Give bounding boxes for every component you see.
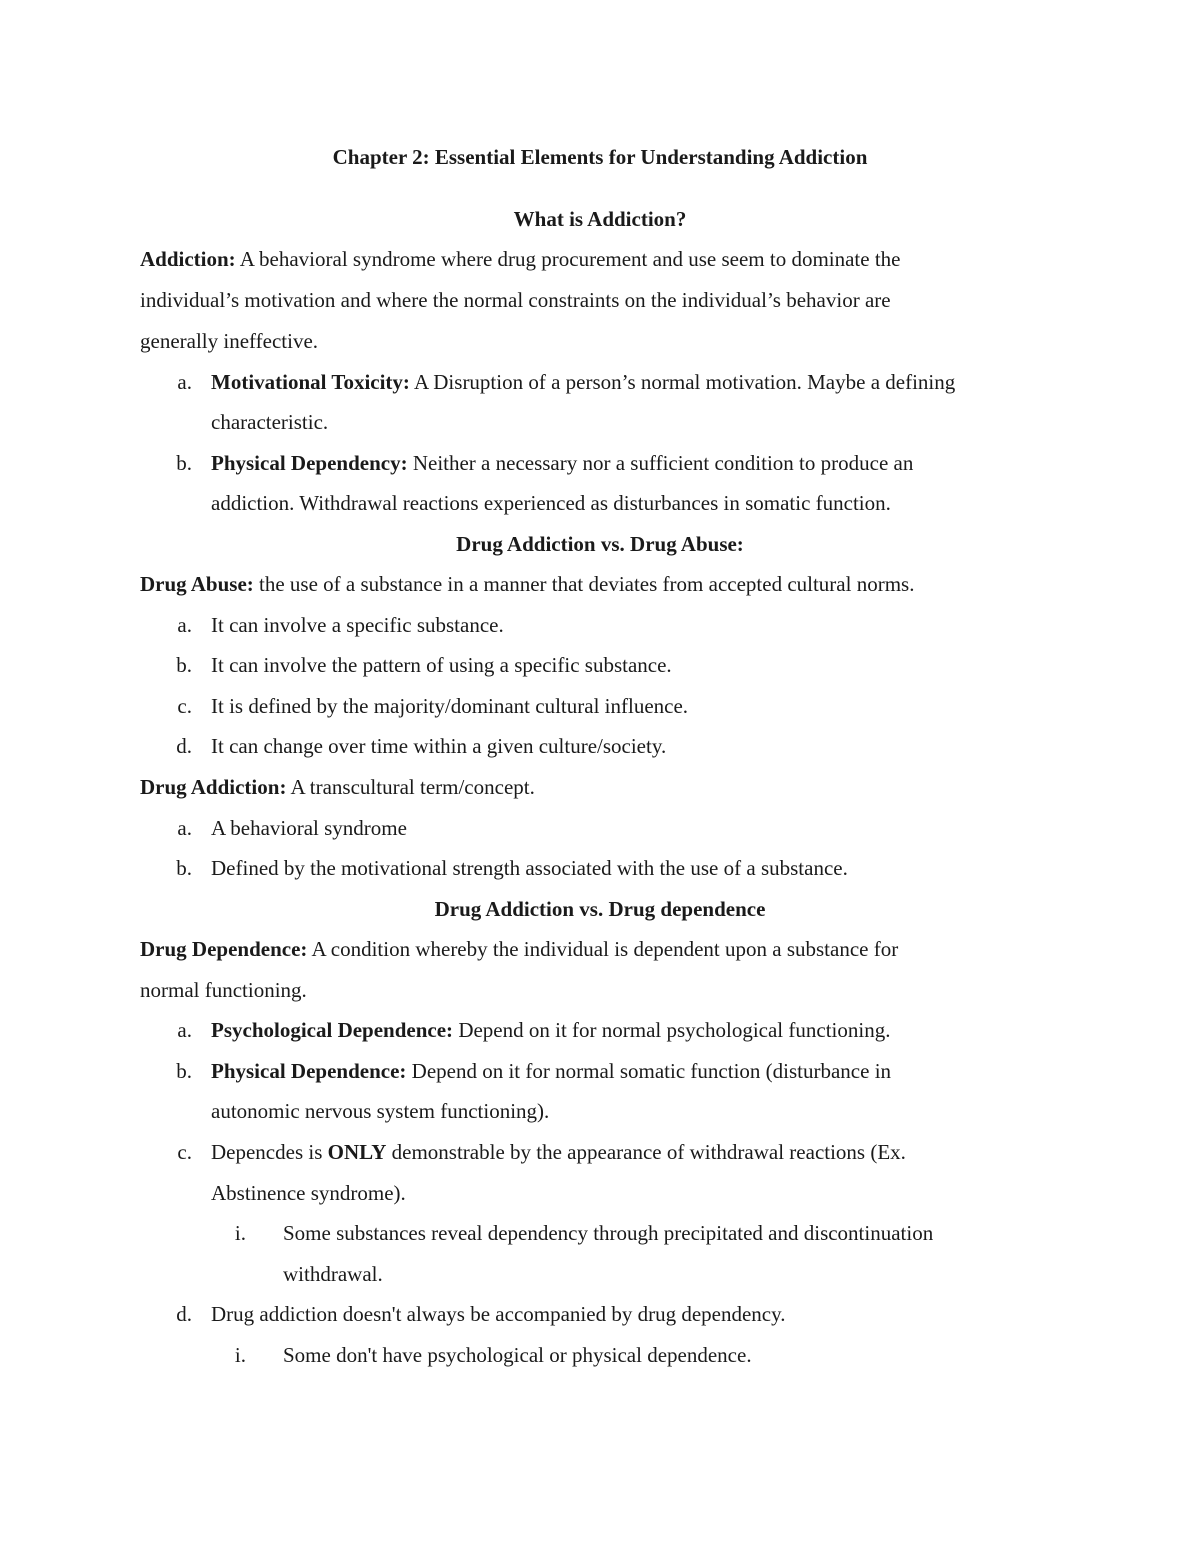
addiction-term: Addiction: (140, 247, 236, 271)
list-item-physical-dependency (211, 449, 913, 477)
section-heading-addiction-vs-dependence: Drug Addiction vs. Drug dependence (434, 897, 766, 921)
drug-addiction-def-text: A transcultural term/concept. (286, 775, 535, 799)
section-heading-addiction-vs-abuse: Drug Addiction vs. Drug Abuse: (456, 532, 744, 556)
sub-list-marker: i. (234, 1221, 246, 1245)
sub-list-item: Some don't have psychological or physical dependence. (283, 1343, 752, 1367)
list-item: It is defined by the majority/dominant cultural influence. (211, 694, 689, 718)
list-item-motivational-toxicity (211, 368, 955, 396)
addiction-definition-line2: individual’s motivation and where the normal constraints on the individual’s behavior are (140, 288, 891, 312)
addiction-definition-line1 (140, 245, 901, 273)
addiction-def-text1: A behavioral syndrome where drug procurement and use seem to dominate the (235, 247, 901, 271)
list-marker: b. (176, 451, 192, 475)
drug-addiction-term: Drug Addiction: (140, 775, 287, 799)
list-item: It can involve the pattern of using a specific substance. (211, 653, 672, 677)
page-title: Chapter 2: Essential Elements for Understanding Addiction (332, 145, 868, 169)
drug-dependence-term: Drug Dependence: (140, 937, 308, 961)
list-marker: b. (176, 856, 192, 880)
physical-dependency-text1: Neither a necessary nor a sufficient condition to produce an (407, 451, 914, 475)
physical-dependency-term: Physical Dependency: (211, 451, 408, 475)
dependence-only-bold: ONLY (327, 1140, 387, 1164)
dependence-only-pre: Depencdes is (211, 1140, 328, 1164)
drug-addiction-definition (140, 773, 535, 801)
psychological-dependence-text: Depend on it for normal psychological functioning. (453, 1018, 891, 1042)
motivational-toxicity-text1: A Disruption of a person’s normal motivation. Maybe a defining (409, 370, 956, 394)
list-marker: c. (177, 694, 192, 718)
motivational-toxicity-text2: characteristic. (211, 410, 329, 434)
list-marker: d. (176, 734, 192, 758)
dependence-only-post: demonstrable by the appearance of withdrawal reactions (Ex. (386, 1140, 906, 1164)
list-marker: a. (177, 816, 192, 840)
list-item: Defined by the motivational strength associated with the use of a substance. (211, 856, 848, 880)
list-marker: a. (177, 370, 192, 394)
physical-dependence-term: Physical Dependence: (211, 1059, 407, 1083)
psychological-dependence-term: Psychological Dependence: (211, 1018, 454, 1042)
sub-list-item: Some substances reveal dependency through precipitated and discontinuation (283, 1221, 934, 1245)
drug-abuse-term: Drug Abuse: (140, 572, 254, 596)
list-item-psychological-dependence (211, 1016, 890, 1044)
list-item: It can involve a specific substance. (211, 613, 504, 637)
drug-abuse-definition (140, 570, 914, 598)
list-item: It can change over time within a given culture/society. (211, 734, 667, 758)
list-item-physical-dependence (211, 1057, 891, 1085)
sub-list-marker: i. (234, 1343, 246, 1367)
list-marker: b. (176, 653, 192, 677)
addiction-definition-line3: generally ineffective. (140, 329, 319, 353)
sub-list-item-continuation: withdrawal. (283, 1262, 383, 1286)
section-heading-what-is-addiction: What is Addiction? (513, 207, 687, 231)
physical-dependence-text1: Depend on it for normal somatic function (disturbance in (406, 1059, 892, 1083)
list-item: A behavioral syndrome (211, 816, 407, 840)
physical-dependence-text2: autonomic nervous system functioning). (211, 1099, 550, 1123)
list-marker: d. (176, 1302, 192, 1326)
drug-dependence-definition-line2: normal functioning. (140, 978, 307, 1002)
drug-dependence-definition-line1 (140, 935, 898, 963)
physical-dependency-text2: addiction. Withdrawal reactions experienced as disturbances in somatic function. (211, 491, 891, 515)
motivational-toxicity-term: Motivational Toxicity: (211, 370, 410, 394)
list-marker: a. (177, 613, 192, 637)
dependence-only-text2: Abstinence syndrome). (211, 1181, 406, 1205)
list-marker: b. (176, 1059, 192, 1083)
list-item: Drug addiction doesn't always be accompanied by drug dependency. (211, 1302, 786, 1326)
list-marker: a. (177, 1018, 192, 1042)
list-marker: c. (177, 1140, 192, 1164)
drug-dependence-def-text1: A condition whereby the individual is dependent upon a substance for (307, 937, 899, 961)
list-item-dependence-only (211, 1138, 906, 1166)
drug-abuse-def-text: the use of a substance in a manner that deviates from accepted cultural norms. (253, 572, 915, 596)
